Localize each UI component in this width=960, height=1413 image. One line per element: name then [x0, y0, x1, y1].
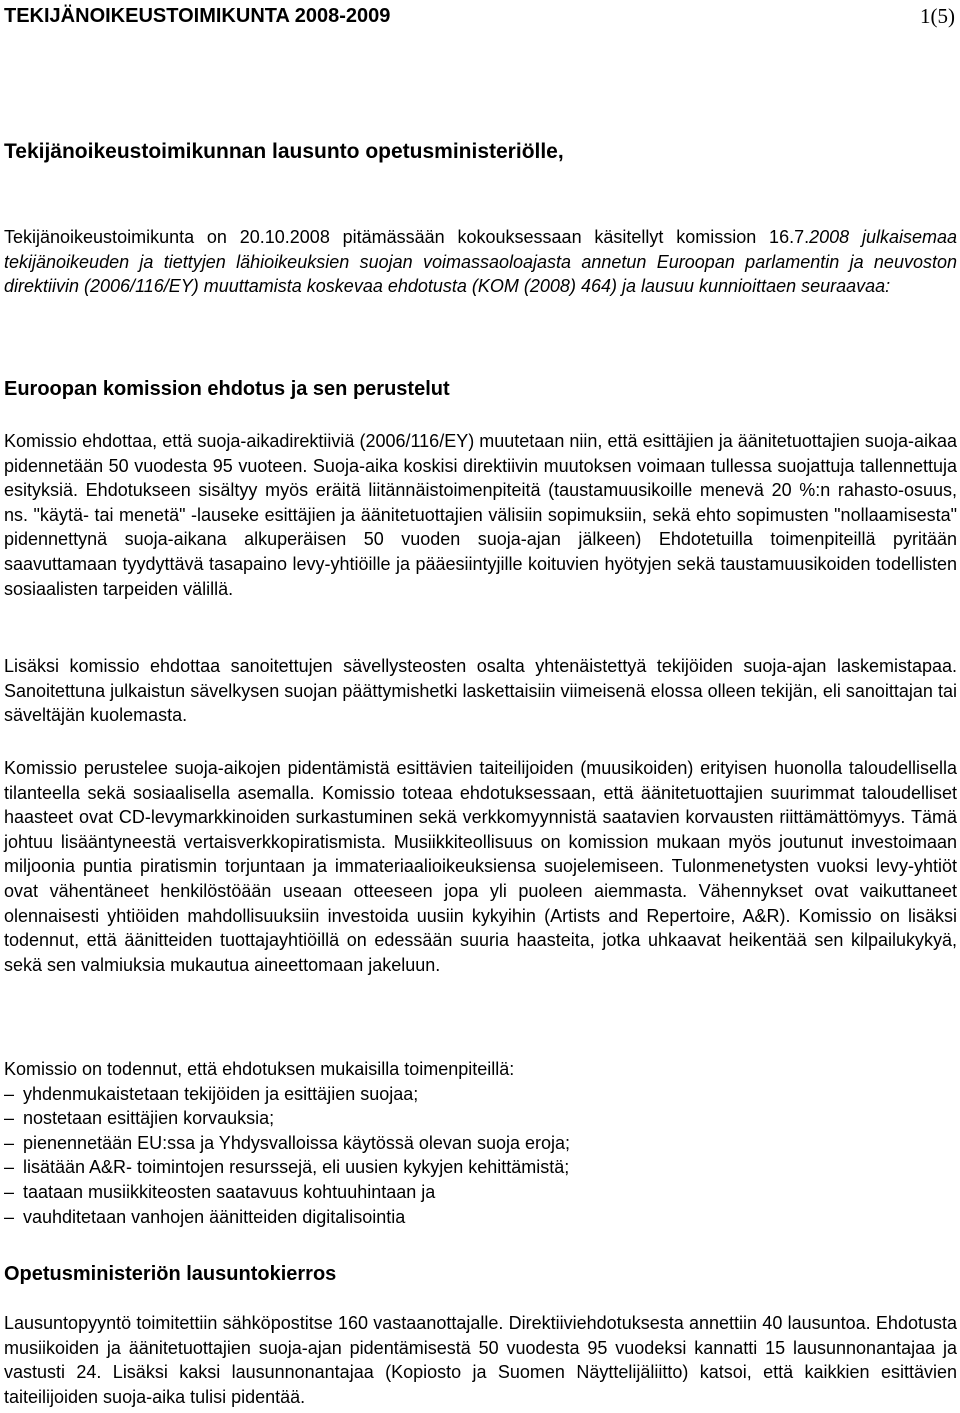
- list-item: – taataan musiikkiteosten saatavuus kohtuuhintaan ja: [4, 1180, 957, 1205]
- intro-lead: Tekijänoikeustoimikunta on 20.10.2008 pitämässään kokouksessaan käsitellyt komission 16.7.: [4, 227, 810, 247]
- list-item: – pienennetään EU:ssa ja Yhdysvalloissa käytössä olevan suoja eroja;: [4, 1131, 957, 1156]
- paragraph-rationale: Komissio perustelee suoja-aikojen pidentämistä esittävien taiteilijoiden (muusikoiden) erityisen huonolla taloudellisella tilanteella sekä sosiaalisella asemalla. Komissio toteaa ehdotuksessaan, että äänitetuottajien suurimmat taloudelliset haasteet ovat CD-levymarkkinoiden surkastuminen sekä verkkomyynnistä saatavien korvausten riittämättömyys. Tämä johtuu lisääntyneestä vertaisverkkopiratismista. Musiikkiteollisuus on komission mukaan myös joutunut investoimaan miljoonia puntia piratismin torjuntaan ja immateriaalioikeuksiensa suojelemiseen. Tulonmenetysten vuoksi levy-yhtiöt ovat vähentäneet henkilöstöään useaan otteeseen jopa yli puoleen aiemmasta. Vähennykset ovat vaikuttaneet olennaisesti yhtiöiden mahdollisuuksiin investoida uusiin kykyihin (Artists and Repertoire, A&R). Komissio on lisäksi todennut, että äänitteiden tuottajayhtiöillä on edessään suuria haasteita, jotka uhkaavat heikentää sen kilpailukykyä, sekä sen valmiuksia mukautua aineettomaan jakeluun.: [4, 758, 957, 975]
- measures-section: [4, 1057, 957, 1229]
- page-header: [4, 2, 957, 30]
- page-number: 1(5): [920, 4, 955, 28]
- intro-paragraph: [4, 225, 957, 299]
- section-heading-consultation: Opetusministeriön lausuntokierros: [4, 1263, 337, 1285]
- document-title: Tekijänoikeustoimikunnan lausunto opetusministeriölle,: [4, 140, 564, 163]
- list-item: – lisätään A&R- toimintojen resurssejä, eli uusien kykyjen kehittämistä;: [4, 1155, 957, 1180]
- list-item: – nostetaan esittäjien korvauksia;: [4, 1106, 957, 1131]
- list-item: – yhdenmukaistetaan tekijöiden ja esittäjien suojaa;: [4, 1082, 957, 1107]
- header-title: TEKIJÄNOIKEUSTOIMIKUNTA 2008-2009: [4, 5, 391, 27]
- paragraph-consultation: Lausuntopyyntö toimitettiin sähköpostitse 160 vastaanottajalle. Direktiiviehdotuksesta annettiin 40 lausuntoa. Ehdotusta musiikoiden ja äänitetuottajien suoja-ajan pidentämisestä 50 vuodesta 95 vuodeksi kannatti 15 lausunnonantajaa ja vastusti 24. Lisäksi kaksi lausunnonantajaa (Kopiosto ja Suomen Näyttelijäliitto) katsoi, että kaikkien esittävien taiteilijoiden suoja-aika tulisi pidentää.: [4, 1313, 957, 1407]
- measures-intro: Komissio on todennut, että ehdotuksen mukaisilla toimenpiteillä:: [4, 1059, 515, 1079]
- measures-list: [4, 1082, 957, 1230]
- section-heading-proposal: Euroopan komission ehdotus ja sen perustelut: [4, 378, 450, 400]
- paragraph-proposal: Komissio ehdottaa, että suoja-aikadirektiiviä (2006/116/EY) muutetaan niin, että esittäjien ja äänitetuottajien suoja-aikaa pidennetään 50 vuodesta 95 vuoteen. Suoja-aika koskisi direktiivin muutoksen voimaan tullessa suojattuja tallennettuja esityksiä. Ehdotukseen sisältyy myös eräitä liitännäistoimenpiteitä (taustamuusikoille menevä 20 %:n rahasto-osuus, ns. "käytä- tai menetä" -lauseke esittäjien ja äänitetuottajien välisiin sopimuksiin, sekä ehto sopimusten "nollaamisesta" pidennettynä suoja-aikana alkuperäisen 50 vuoden suoja-ajan jälkeen) Ehdotetuilla toimenpiteillä pyritään saavuttamaan tyydyttävä tasapaino levy-yhtiöille ja pääesiintyjille koituvien hyötyjen sekä taustamuusikoiden todellisten sosiaalisten tarpeiden välillä.: [4, 431, 957, 599]
- paragraph-calculation: Lisäksi komissio ehdottaa sanoitettujen sävellysteosten osalta yhtenäistettyä tekijöiden suoja-ajan laskemistapaa. Sanoitettuna julkaistun sävelkysen suojan päättymishetki laskettaisiin viimeisenä elossa olleen tekijän, eli sanoittajan tai säveltäjän kuolemasta.: [4, 656, 957, 726]
- list-item: – vauhditetaan vanhojen äänitteiden digitalisointia: [4, 1205, 957, 1230]
- intro-rest: 2008 julkaisemaa tekijänoikeuden ja tiettyjen lähioikeuksien suojan voimassaoloajasta annetun Euroopan parlamentin ja neuvoston direktiivin (2006/116/EY) muuttamista koskevaa ehdotusta (KOM (2008) 464) ja lausuu kunnioittaen seuraavaa:: [4, 227, 957, 297]
